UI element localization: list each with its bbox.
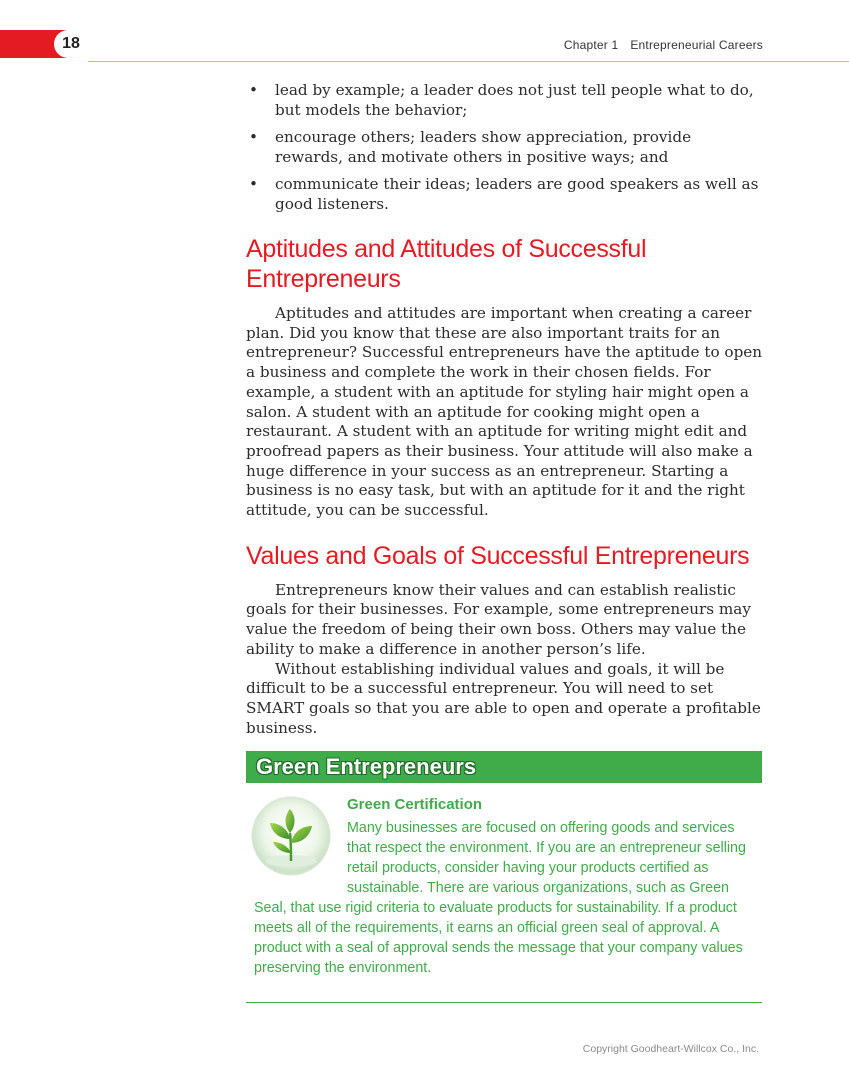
- copyright-notice: Copyright Goodheart-Willcox Co., Inc.: [582, 1043, 759, 1055]
- values-paragraph-1: Entrepreneurs know their values and can establish realistic goals for their businesses. For example, some entrepreneurs may value the freedom of being their own boss. Others may value the ability to make a difference in another person’s life.: [246, 580, 751, 658]
- bullet-list: [246, 80, 763, 214]
- running-head: [564, 38, 763, 52]
- page-number: 18: [54, 30, 88, 58]
- bullet-item: • lead by example; a leader does not just tell people what to do, but models the behavior;: [249, 81, 754, 119]
- bullet-dot: •: [249, 81, 258, 99]
- chapter-label: Chapter 1: [563, 38, 619, 52]
- bullet-item: • encourage others; leaders show appreciation, provide rewards, and motivate others in positive ways; and: [249, 128, 692, 166]
- chapter-title: Entrepreneurial Careers: [630, 38, 763, 52]
- green-entrepreneurs-box: [246, 751, 762, 978]
- main-content: [246, 80, 763, 738]
- values-paragraph-2: Without establishing individual values and goals, it will be difficult to be a successful entrepreneur. You will need to set SMART goals so that you are able to open and operate a profitable business.: [246, 659, 761, 737]
- green-box-title: Green Entrepreneurs: [246, 751, 762, 783]
- section-heading-aptitudes: Aptitudes and Attitudes of Successful Entrepreneurs: [246, 235, 647, 293]
- section-heading-values: Values and Goals of Successful Entrepreneurs: [246, 541, 750, 570]
- aptitudes-paragraph: Aptitudes and attitudes are important when creating a career plan. Did you know that these are also important traits for an entrepreneur? Successful entrepreneurs have the aptitude to open a business and complete the work in their chosen fields. For example, a student with an aptitude for styling hair might open a salon. A student with an aptitude for cooking might open a restaurant. A student with an aptitude for writing might edit and proofread papers as their business. Your attitude will also make a huge difference in your success as an entrepreneur. Starting a business is no easy task, but with an aptitude for it and the right attitude, you can be successful.: [246, 304, 763, 520]
- green-box-content: [246, 795, 762, 978]
- green-box-body: Many businesses are focused on offering goods and services that respect the environment. If you are an entrepreneur selling retail products, consider having your products certified as sustainable. There are various organizations, such as Green Seal, that use rigid criteria to evaluate products for sustainability. If a product meets all of the requirements, it earns an official green seal of approval. A product with a seal of approval sends the message that your company values preserving the environment.: [254, 820, 746, 976]
- page-number-tab: [0, 30, 88, 58]
- bullet-dot: •: [249, 128, 258, 146]
- header-rule: [88, 61, 849, 62]
- bullet-item: • communicate their ideas; leaders are good speakers as well as good listeners.: [249, 175, 759, 213]
- green-box-subtitle: Green Certification: [347, 796, 483, 813]
- green-box-bottom-rule: [246, 1002, 762, 1003]
- bullet-dot: •: [249, 175, 258, 193]
